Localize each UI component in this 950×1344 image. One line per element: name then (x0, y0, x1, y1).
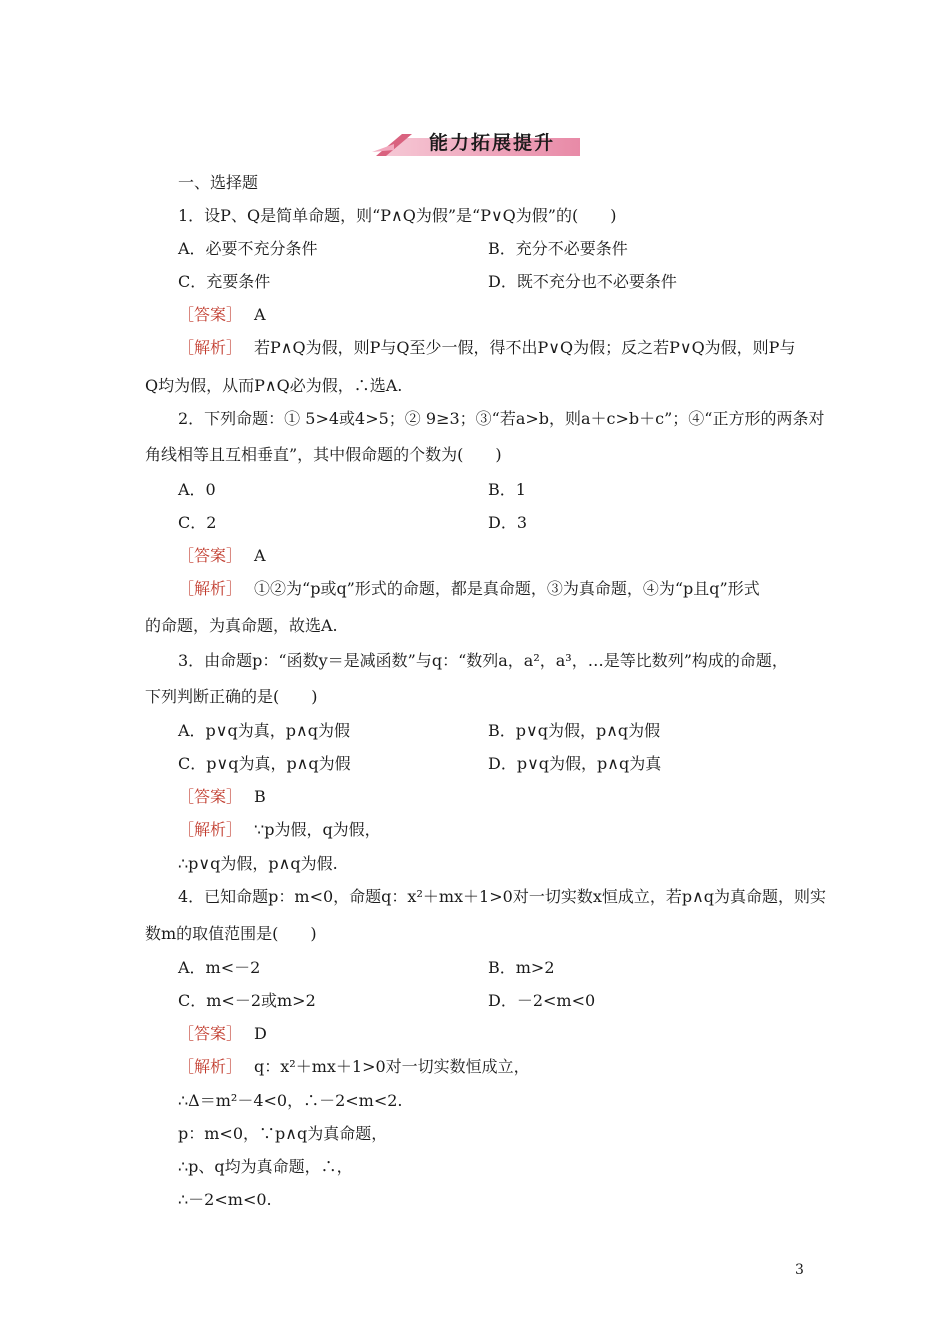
question-3-option-a: A．p∨q为真，p∧q为假 (178, 721, 350, 740)
question-3-stem-line-2: 下列判断正确的是( ) (145, 687, 318, 706)
question-2-option-a: A．0 (178, 480, 216, 499)
question-2-option-c: C．2 (178, 513, 217, 532)
question-2-stem-line-1: 2．下列命题：① 5>4或4>5；② 9≥3；③“若a>b，则a＋c>b＋c”；④“正方形的两条对 (178, 409, 825, 428)
question-2-answer (178, 545, 266, 567)
question-3-answer (178, 786, 266, 808)
answer-label: ［答案］ (178, 305, 243, 324)
question-1-option-b: B．充分不必要条件 (488, 239, 628, 258)
answer-value: D (254, 1024, 267, 1043)
analysis-text: q：x²＋mx＋1>0对一切实数恒成立， (254, 1057, 530, 1076)
question-1-option-a: A．必要不充分条件 (178, 239, 318, 258)
question-4-analysis-line-1 (178, 1056, 530, 1078)
section-banner (372, 126, 580, 158)
question-1-analysis-line-1 (178, 337, 795, 359)
question-1-option-c: C．充要条件 (178, 272, 271, 291)
question-4-option-a: A．m<－2 (178, 958, 261, 977)
answer-label: ［答案］ (178, 1024, 243, 1043)
question-2-option-d: D．3 (488, 513, 528, 532)
question-4-option-c: C．m<－2或m>2 (178, 991, 316, 1010)
answer-value: A (254, 546, 266, 565)
answer-value: B (254, 787, 266, 806)
question-2-analysis-line-1 (178, 578, 760, 600)
question-2-analysis-line-2: 的命题，为真命题，故选A. (145, 616, 338, 635)
question-3-analysis-line-1 (178, 819, 381, 841)
banner-title: 能力拓展提升 (428, 132, 555, 154)
question-1-analysis-line-2: Q均为假，从而P∧Q必为假，∴选A. (145, 376, 403, 395)
analysis-label: ［解析］ (178, 579, 243, 598)
question-4-analysis-line-3: p：m<0，∵p∧q为真命题， (178, 1124, 388, 1143)
analysis-label: ［解析］ (178, 1057, 243, 1076)
question-3-option-b: B．p∨q为假，p∧q为假 (488, 721, 661, 740)
analysis-text: 若P∧Q为假，则P与Q至少一假，得不出P∨Q为假；反之若P∨Q为假，则P与 (254, 338, 796, 357)
question-4-stem-line-2: 数m的取值范围是( ) (145, 924, 317, 943)
question-3-stem-line-1: 3．由命题p：“函数y＝是减函数”与q：“数列a，a²，a³，…是等比数列”构成的命题， (178, 651, 788, 670)
answer-value: A (254, 305, 266, 324)
question-2-option-b: B．1 (488, 480, 526, 499)
question-4-analysis-line-5: ∴－2<m<0. (178, 1190, 272, 1209)
question-3-analysis-line-2: ∴p∨q为假，p∧q为假. (178, 854, 338, 873)
question-4-answer (178, 1023, 267, 1045)
question-2-stem-line-2: 角线相等且互相垂直”，其中假命题的个数为( ) (145, 445, 502, 464)
question-4-stem-line-1: 4．已知命题p：m<0，命题q：x²＋mx＋1>0对一切实数x恒成立，若p∧q为真命题，则实 (178, 887, 827, 906)
question-4-option-b: B．m>2 (488, 958, 555, 977)
question-4-analysis-line-4: ∴p、q均为真命题，∴， (178, 1157, 353, 1176)
question-4-analysis-line-2: ∴Δ＝m²－4<0，∴－2<m<2. (178, 1091, 403, 1110)
section-heading: 一、选择题 (178, 173, 259, 192)
answer-label: ［答案］ (178, 546, 243, 565)
analysis-label: ［解析］ (178, 338, 243, 357)
answer-label: ［答案］ (178, 787, 243, 806)
question-4-option-d: D．－2<m<0 (488, 991, 596, 1010)
question-1-stem: 1．设P、Q是简单命题，则“P∧Q为假”是“P∨Q为假”的( ) (178, 206, 617, 225)
analysis-text: ①②为“p或q”形式的命题，都是真命题，③为真命题，④为“p且q”形式 (254, 579, 760, 598)
question-3-option-c: C．p∨q为真，p∧q为假 (178, 754, 351, 773)
page-number: 3 (795, 1262, 804, 1278)
question-1-option-d: D．既不充分也不必要条件 (488, 272, 677, 291)
analysis-text: ∵p为假，q为假， (254, 820, 381, 839)
question-1-answer (178, 304, 266, 326)
analysis-label: ［解析］ (178, 820, 243, 839)
question-3-option-d: D．p∨q为假，p∧q为真 (488, 754, 662, 773)
